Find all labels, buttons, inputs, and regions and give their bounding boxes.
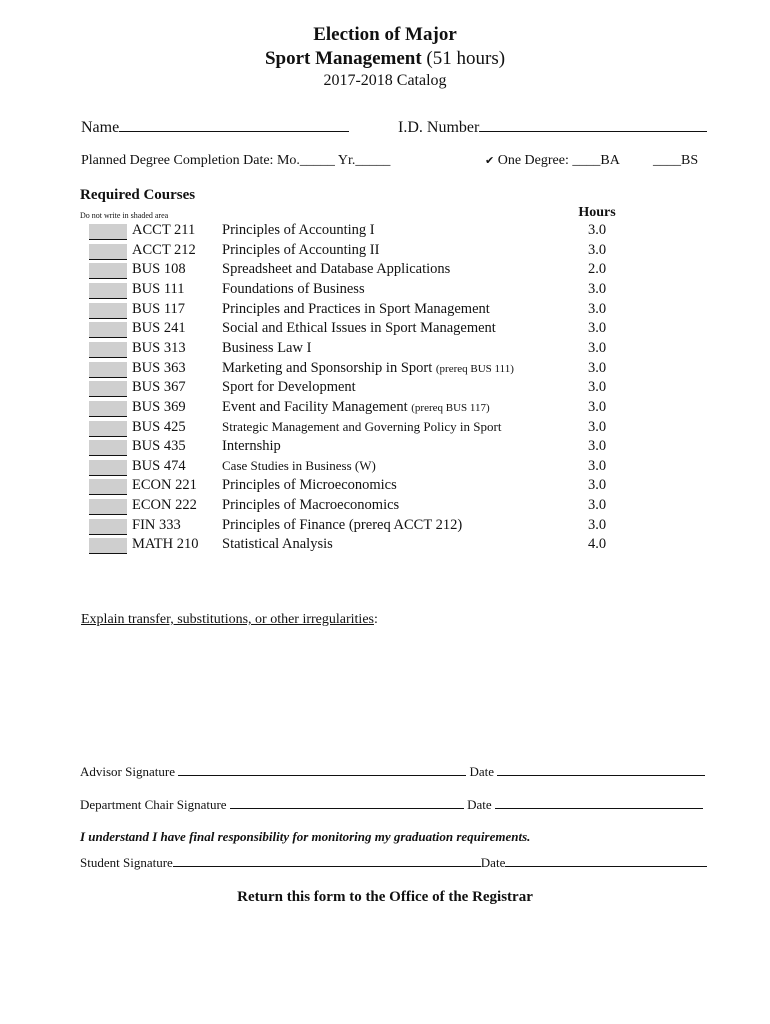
- course-code: BUS 111: [132, 280, 185, 297]
- name-input-line[interactable]: [119, 116, 349, 132]
- advisor-signature-label: Advisor Signature: [80, 764, 179, 779]
- chair-date-label: Date: [463, 797, 495, 812]
- id-number-field[interactable]: [398, 116, 707, 137]
- shaded-grade-box: [89, 460, 127, 476]
- course-title-text: Statistical Analysis: [222, 536, 333, 553]
- course-prereq-note: (prereq BUS 117): [411, 401, 490, 414]
- course-code: ACCT 212: [132, 241, 196, 258]
- course-row: [0, 497, 770, 517]
- course-title: [222, 458, 376, 475]
- course-title-text: Principles of Finance (prereq ACCT 212): [222, 516, 463, 533]
- student-signature-field[interactable]: [80, 854, 707, 871]
- required-courses-heading: Required Courses: [80, 187, 196, 203]
- shaded-grade-box: [89, 440, 127, 456]
- course-hours: 3.0: [587, 280, 607, 297]
- course-title-text: Business Law I: [222, 339, 312, 356]
- course-row: [0, 379, 770, 399]
- course-code: BUS 367: [132, 379, 186, 396]
- course-title-text: Spreadsheet and Database Applications: [222, 261, 451, 278]
- shaded-grade-box: [89, 519, 127, 535]
- course-row: [0, 399, 770, 419]
- bs-option[interactable]: ____BS: [653, 153, 699, 168]
- course-title-text: Strategic Management and Governing Policy in Sport: [222, 418, 502, 434]
- course-hours: 3.0: [587, 379, 607, 396]
- course-code: ACCT 211: [132, 222, 196, 238]
- course-row: [0, 438, 770, 458]
- explain-colon: :: [373, 612, 378, 627]
- shaded-grade-box: [89, 303, 127, 319]
- one-degree-label: One Degree:: [494, 153, 573, 168]
- course-row: [0, 261, 770, 281]
- major-name: Sport Management: [264, 48, 422, 69]
- course-code: BUS 241: [132, 320, 186, 337]
- course-code: FIN 333: [132, 516, 181, 533]
- student-date-label: Date: [480, 855, 506, 870]
- shaded-grade-box: [89, 381, 127, 397]
- course-code: BUS 108: [132, 261, 186, 278]
- shaded-area-note: Do not write in shaded area: [80, 211, 169, 220]
- course-code: BUS 425: [132, 418, 186, 435]
- advisor-signature-line[interactable]: [178, 763, 466, 776]
- one-degree-field: [485, 153, 620, 169]
- course-title: [222, 497, 399, 514]
- shaded-grade-box: [89, 224, 127, 240]
- year-blank[interactable]: _____: [355, 153, 391, 168]
- shaded-grade-box: [89, 342, 127, 358]
- chair-signature-field[interactable]: [80, 796, 703, 813]
- course-code: ECON 221: [132, 477, 197, 494]
- explain-label: Explain transfer, substitutions, or other irregularities: [81, 612, 374, 627]
- course-code: BUS 117: [132, 300, 186, 317]
- course-hours: 2.0: [587, 261, 607, 278]
- course-row: [0, 222, 770, 242]
- planned-completion-label: Planned Degree Completion Date: Mo.: [81, 153, 300, 168]
- shaded-grade-box: [89, 421, 127, 437]
- course-row: [0, 477, 770, 497]
- chair-signature-label: Department Chair Signature: [80, 797, 230, 812]
- name-field[interactable]: [81, 116, 349, 137]
- hours-heading: Hours: [578, 205, 616, 220]
- student-signature-label: Student Signature: [80, 855, 173, 870]
- course-title: [222, 399, 490, 416]
- course-title-text: Social and Ethical Issues in Sport Management: [222, 320, 496, 337]
- course-title-text: Sport for Development: [222, 379, 356, 396]
- course-hours: 3.0: [587, 241, 607, 258]
- course-hours: 3.0: [587, 497, 607, 514]
- checkmark-icon: ✔: [485, 154, 495, 167]
- major-title: [0, 48, 770, 70]
- catalog-year: 2017-2018 Catalog: [323, 72, 447, 89]
- shaded-grade-box: [89, 362, 127, 378]
- course-hours: 3.0: [587, 516, 607, 533]
- major-hours: (51 hours): [426, 48, 506, 69]
- course-title: [222, 340, 311, 357]
- advisor-date-line[interactable]: [497, 763, 705, 776]
- course-prereq-note: (prereq BUS 111): [435, 362, 514, 375]
- course-row: [0, 536, 770, 556]
- course-title: [222, 536, 333, 553]
- course-title: [222, 320, 496, 337]
- course-hours: 3.0: [587, 418, 607, 435]
- course-title: [222, 242, 379, 259]
- student-signature-line[interactable]: [173, 854, 481, 867]
- shaded-grade-box: [89, 401, 127, 417]
- course-hours: 3.0: [587, 300, 607, 317]
- course-hours: 3.0: [587, 320, 607, 337]
- course-title: [222, 301, 490, 318]
- course-hours: 3.0: [587, 398, 607, 415]
- course-hours: 3.0: [587, 222, 607, 238]
- course-row: [0, 281, 770, 301]
- course-title-text: Marketing and Sponsorship in Sport: [222, 359, 433, 376]
- course-row: [0, 242, 770, 262]
- course-row: [0, 320, 770, 340]
- shaded-grade-box: [89, 499, 127, 515]
- course-title-text: Foundations of Business: [222, 280, 365, 297]
- course-title-text: Principles and Practices in Sport Management: [222, 300, 490, 317]
- course-code: BUS 363: [132, 359, 186, 376]
- explain-textarea[interactable]: [81, 636, 711, 746]
- course-title: [222, 517, 462, 534]
- name-label: Name: [81, 119, 120, 136]
- course-code: MATH 210: [132, 536, 199, 553]
- shaded-grade-box: [89, 263, 127, 279]
- course-hours: 3.0: [587, 457, 607, 474]
- course-title-text: Case Studies in Business (W): [222, 457, 376, 473]
- shaded-grade-box: [89, 322, 127, 338]
- form-title: Election of Major: [313, 24, 457, 45]
- course-code: BUS 313: [132, 339, 186, 356]
- course-row: [0, 340, 770, 360]
- advisor-date-label: Date: [466, 764, 498, 779]
- student-date-line[interactable]: [505, 854, 707, 867]
- course-title-text: Internship: [222, 438, 281, 455]
- shaded-grade-box: [89, 244, 127, 260]
- id-number-label: I.D. Number: [398, 119, 480, 136]
- course-title: [222, 477, 397, 494]
- course-title: [222, 222, 375, 239]
- planned-completion-field: [81, 153, 390, 169]
- year-label: Yr.: [334, 153, 356, 168]
- course-title: [222, 360, 514, 377]
- course-code: BUS 474: [132, 457, 186, 474]
- course-row: [0, 360, 770, 380]
- course-row: [0, 301, 770, 321]
- course-hours: 3.0: [587, 477, 607, 494]
- course-code: ECON 222: [132, 497, 197, 514]
- course-title: [222, 379, 356, 396]
- course-code: BUS 369: [132, 398, 186, 415]
- shaded-grade-box: [89, 538, 127, 554]
- shaded-grade-box: [89, 479, 127, 495]
- ba-option[interactable]: ____BA: [572, 153, 620, 168]
- course-title-text: Principles of Microeconomics: [222, 477, 397, 494]
- course-row: [0, 419, 770, 439]
- course-hours: 3.0: [587, 339, 607, 356]
- course-title-text: Principles of Accounting I: [222, 222, 375, 238]
- course-title: [222, 438, 281, 455]
- return-instructions: Return this form to the Office of the Registrar: [237, 889, 533, 905]
- course-row: [0, 458, 770, 478]
- explain-irregularities: [81, 612, 378, 628]
- course-title: [222, 419, 501, 436]
- course-hours: 3.0: [587, 438, 607, 455]
- course-hours: 4.0: [587, 536, 607, 553]
- id-number-input-line[interactable]: [479, 116, 707, 132]
- chair-signature-line[interactable]: [230, 796, 464, 809]
- course-title-text: Principles of Macroeconomics: [222, 497, 400, 514]
- course-hours: 3.0: [587, 359, 607, 376]
- shaded-grade-box: [89, 283, 127, 299]
- month-blank[interactable]: _____: [299, 153, 335, 168]
- course-code: BUS 435: [132, 438, 186, 455]
- course-title-text: Principles of Accounting II: [222, 241, 380, 258]
- advisor-signature-field[interactable]: [80, 763, 705, 780]
- responsibility-acknowledgement: I understand I have final responsibility for monitoring my graduation requirements.: [80, 829, 531, 844]
- course-title: [222, 281, 365, 298]
- course-row: [0, 517, 770, 537]
- course-title-text: Event and Facility Management: [222, 398, 408, 415]
- course-title: [222, 261, 450, 278]
- chair-date-line[interactable]: [495, 796, 703, 809]
